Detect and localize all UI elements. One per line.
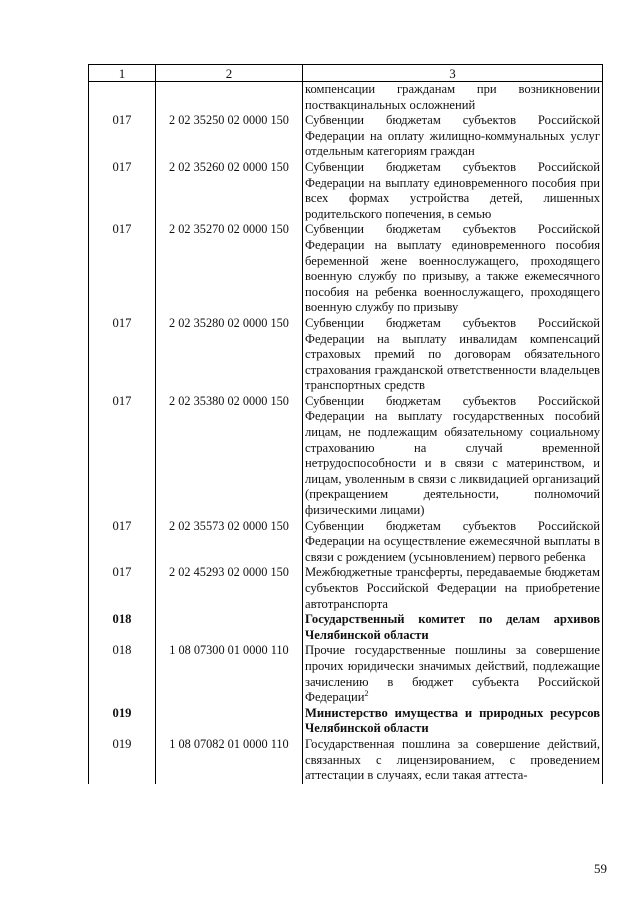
revenue-code-cell: 2 02 35380 02 0000 150 bbox=[156, 394, 303, 519]
admin-code-cell: 017 bbox=[89, 519, 156, 566]
table-row bbox=[89, 222, 603, 316]
description-text: Межбюджетные трансферты, передаваемые бюджетам субъектов Российской Федерации на приобретение автотранспорта bbox=[305, 565, 600, 611]
admin-code-cell: 017 bbox=[89, 160, 156, 222]
description-cell bbox=[303, 394, 603, 519]
description-text: Государственный комитет по делам архивов Челябинской области bbox=[305, 612, 600, 642]
description-text: Субвенции бюджетам субъектов Российской Федерации на выплату единовременного пособия при всех формах устройства детей, лишенных родительского попечения, в семью bbox=[305, 159, 600, 221]
organization-row bbox=[89, 706, 603, 737]
page-number: 59 bbox=[594, 861, 607, 876]
table-row bbox=[89, 394, 603, 519]
table-row bbox=[89, 643, 603, 705]
revenue-code-cell: 2 02 35250 02 0000 150 bbox=[156, 113, 303, 160]
description-text: Министерство имущества и природных ресурсов Челябинской области bbox=[305, 705, 600, 736]
description-cell bbox=[303, 113, 603, 160]
admin-code-cell bbox=[89, 82, 156, 114]
admin-code-cell: 017 bbox=[89, 394, 156, 519]
table-header-row bbox=[89, 65, 603, 82]
column-header-2: 2 bbox=[156, 65, 303, 82]
table-row bbox=[89, 316, 603, 394]
description-text: Прочие государственные пошлины за совершение прочих юридически значимых действий, подлежащие зачислению в бюджет субъекта Российской Федерации bbox=[305, 643, 600, 705]
description-text: Субвенции бюджетам субъектов Российской Федерации на оплату жилищно-коммунальных услуг отдельным категориям граждан bbox=[305, 113, 600, 159]
revenue-code-cell: 2 02 35573 02 0000 150 bbox=[156, 519, 303, 566]
table-row bbox=[89, 565, 603, 612]
table-row bbox=[89, 737, 603, 784]
admin-code-cell: 018 bbox=[89, 643, 156, 705]
column-header-1: 1 bbox=[89, 65, 156, 82]
description-text: Субвенции бюджетам субъектов Российской Федерации на выплату единовременного пособия беременной жене военнослужащего, проходящего военную службу по призыву, а также ежемесячного пособия на ребенка военнослужащего, проходящего военную службу по призыву bbox=[305, 222, 600, 315]
revenue-code-cell: 2 02 35260 02 0000 150 bbox=[156, 160, 303, 222]
description-cell bbox=[303, 160, 603, 222]
revenue-codes-table bbox=[88, 64, 603, 784]
table-row bbox=[89, 82, 603, 114]
revenue-code-cell: 1 08 07300 01 0000 110 bbox=[156, 643, 303, 705]
table-row bbox=[89, 113, 603, 160]
description-cell bbox=[303, 316, 603, 394]
revenue-code-cell bbox=[156, 706, 303, 737]
admin-code-cell: 017 bbox=[89, 316, 156, 394]
admin-code-cell: 017 bbox=[89, 222, 156, 316]
description-text: компенсации гражданам при возникновении поствакцинальных осложнений bbox=[305, 82, 600, 112]
description-cell bbox=[303, 706, 603, 737]
footnote-marker: 2 bbox=[364, 688, 369, 698]
table-body bbox=[89, 82, 603, 784]
revenue-code-cell: 2 02 35270 02 0000 150 bbox=[156, 222, 303, 316]
description-cell bbox=[303, 737, 603, 784]
admin-code-cell: 019 bbox=[89, 706, 156, 737]
revenue-code-cell: 1 08 07082 01 0000 110 bbox=[156, 737, 303, 784]
description-text: Субвенции бюджетам субъектов Российской Федерации на выплату государственных пособий лицам, не подлежащим обязательному социальному страхованию на случай временной нетрудоспособности и в связи с материнством, и лицам, уволенным в связи с ликвидацией организаций (прекращением деятельности, полномочий физическими лицами) bbox=[305, 393, 600, 518]
table-row bbox=[89, 519, 603, 566]
description-cell bbox=[303, 643, 603, 705]
admin-code-cell: 019 bbox=[89, 737, 156, 784]
admin-code-cell: 018 bbox=[89, 612, 156, 643]
description-text: Государственная пошлина за совершение действий, связанных с лицензированием, с проведением аттестации в случаях, если такая аттеста- bbox=[305, 736, 600, 783]
admin-code-cell: 017 bbox=[89, 113, 156, 160]
description-cell bbox=[303, 82, 603, 114]
revenue-code-cell: 2 02 45293 02 0000 150 bbox=[156, 565, 303, 612]
description-cell bbox=[303, 222, 603, 316]
description-cell bbox=[303, 565, 603, 612]
admin-code-cell: 017 bbox=[89, 565, 156, 612]
revenue-code-cell bbox=[156, 612, 303, 643]
description-text: Субвенции бюджетам субъектов Российской Федерации на выплату инвалидам компенсаций страховых премий по договорам обязательного страхования гражданской ответственности владельцев транспортных средств bbox=[305, 315, 600, 393]
column-header-3: 3 bbox=[303, 65, 603, 82]
organization-row bbox=[89, 612, 603, 643]
description-cell bbox=[303, 519, 603, 566]
description-text: Субвенции бюджетам субъектов Российской Федерации на осуществление ежемесячной выплаты в связи с рождением (усыновлением) первого ребенка bbox=[305, 518, 600, 564]
revenue-code-cell bbox=[156, 82, 303, 114]
revenue-code-cell: 2 02 35280 02 0000 150 bbox=[156, 316, 303, 394]
table-row bbox=[89, 160, 603, 222]
description-cell bbox=[303, 612, 603, 643]
